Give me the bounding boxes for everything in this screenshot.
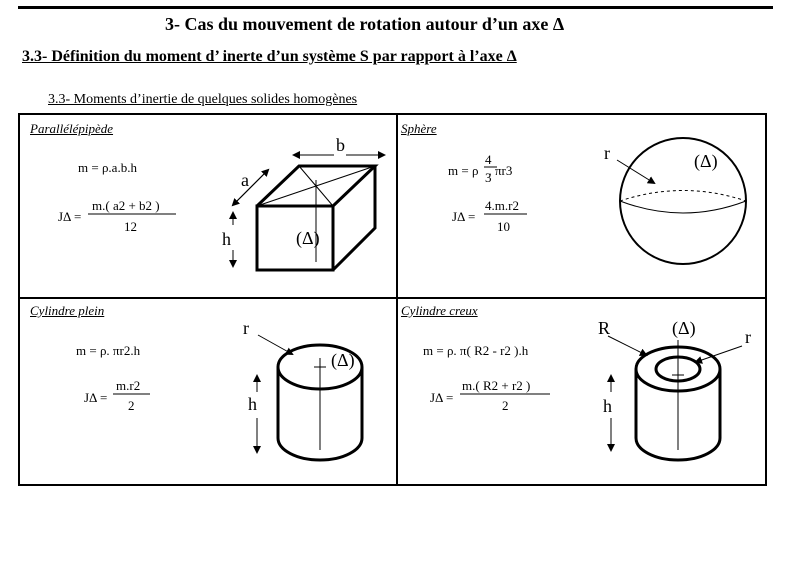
label-r-sphere: r (604, 143, 610, 163)
parallelepiped-figure (233, 155, 384, 270)
inertia-denominator-hollow-cylinder: 2 (502, 398, 509, 413)
label-h-hollow-cylinder: h (603, 396, 612, 416)
inertia-denominator-parallelepiped: 12 (124, 219, 137, 234)
inertia-numerator-sphere: 4.m.r2 (485, 198, 519, 213)
section-title: 3.3- Définition du moment d’ inerte d’un système S par rapport à l’axe Δ (22, 48, 517, 65)
label-h: h (222, 229, 231, 249)
mass-formula-solid-cylinder: m = ρ. πr2.h (76, 343, 141, 358)
inertia-numerator-hollow-cylinder: m.( R2 + r2 ) (462, 378, 531, 393)
label-b: b (336, 135, 345, 155)
inertia-label-hollow-cylinder: JΔ = (430, 390, 454, 405)
label-R-hollow-cylinder: R (598, 318, 611, 338)
subsection-title: 3.3- Moments d’inertie de quelques solides homogènes (48, 92, 358, 107)
cell-title-solid-cylinder: Cylindre plein (30, 303, 105, 318)
cell-title-parallelepiped: Parallélépipède (30, 121, 114, 136)
label-axis-hollow-cylinder: (Δ) (672, 318, 696, 338)
mass-frac-num-sphere: 4 (485, 152, 492, 167)
inertia-label-solid-cylinder: JΔ = (84, 390, 108, 405)
cell-title-hollow-cylinder: Cylindre creux (401, 303, 478, 318)
label-axis-sphere: (Δ) (694, 151, 718, 171)
mass-formula-sphere: m = ρ . πr3 (448, 163, 513, 178)
label-a: a (241, 170, 249, 190)
cell-title-sphere: Sphère (401, 121, 437, 136)
hollow-cylinder-figure (608, 336, 742, 460)
mass-formula-hollow-cylinder: m = ρ. π( R2 - r2 ).h (423, 343, 529, 358)
inertia-numerator-parallelepiped: m.( a2 + b2 ) (92, 198, 160, 213)
label-r-hollow-cylinder: r (745, 327, 751, 347)
inertia-label-sphere: JΔ = (452, 209, 476, 224)
mass-frac-den-sphere: 3 (485, 170, 492, 185)
label-axis-parallelepiped: (Δ) (296, 228, 320, 248)
label-axis-solid-cylinder: (Δ) (331, 350, 355, 370)
mass-formula-parallelepiped: m = ρ.a.b.h (78, 160, 137, 175)
label-r-solid-cylinder: r (243, 318, 249, 338)
inertia-denominator-solid-cylinder: 2 (128, 398, 135, 413)
page-title: 3- Cas du mouvement de rotation autour d’un axe Δ (165, 14, 565, 34)
inertia-denominator-sphere: 10 (497, 219, 510, 234)
inertia-numerator-solid-cylinder: m.r2 (116, 378, 141, 393)
label-h-solid-cylinder: h (248, 394, 257, 414)
sphere-figure (617, 138, 746, 264)
inertia-label-parallelepiped: JΔ = (58, 209, 82, 224)
